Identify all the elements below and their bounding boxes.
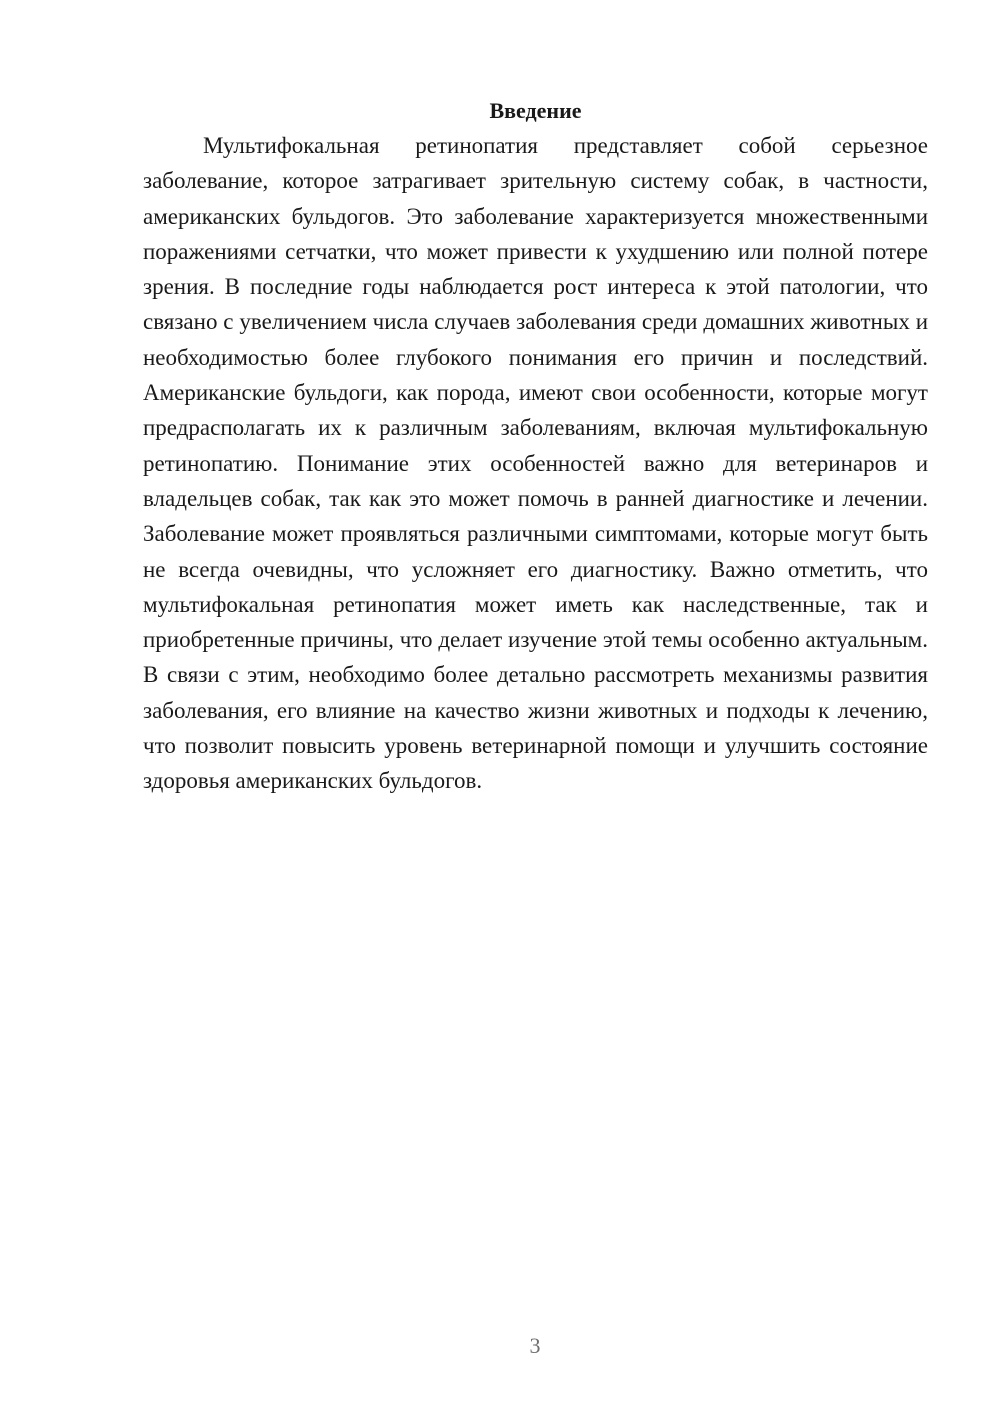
body-paragraph: Мультифокальная ретинопатия представляет собой серьезное заболевание, которое затрагивает зрительную систему собак, в частности, американских бульдогов. Это заболевание характеризуется множественными поражениями сетчатки, что может привести к ухудшению или полной потере зрения. В последние годы наблюдается рост интереса к этой патологии, что связано с увеличением числа случаев заболевания среди домашних животных и необходимостью более глубокого понимания его причин и последствий. Американские бульдоги, как порода, имеют свои особенности, которые могут предрасполагать их к различным заболеваниям, включая мультифокальную ретинопатию. Понимание этих особенностей важно для ветеринаров и владельцев собак, так как это может помочь в ранней диагностике и лечении. Заболевание может проявляться различными симптомами, которые могут быть не всегда очевидны, что усложняет его диагностику. Важно отметить, что мультифокальная ретинопатия может иметь как наследственные, так и приобретенные причины, что делает изучение этой темы особенно актуальным. В связи с этим, необходимо более детально рассмотреть механизмы развития заболевания, его влияние на качество жизни животных и подходы к лечению, что позволит повысить уровень ветеринарной помощи и улучшить состояние здоровья американских бульдогов. [143,133,928,794]
section-heading: Введение [489,98,582,123]
page-number: 3 [529,1333,541,1358]
page-content [143,94,928,799]
